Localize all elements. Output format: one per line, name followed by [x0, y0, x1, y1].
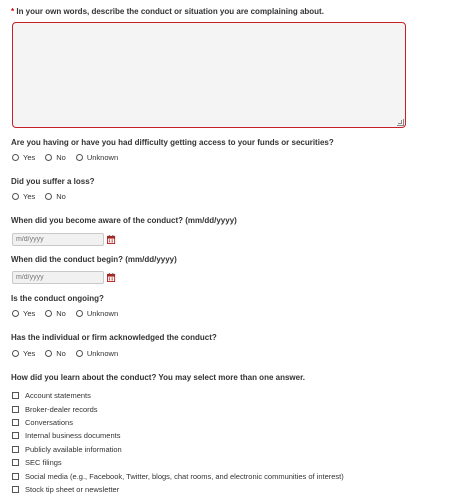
radio-icon[interactable]	[45, 350, 52, 357]
acknowledged-radio-no[interactable]: No	[45, 349, 66, 358]
ongoing-question-label: Is the conduct ongoing?	[11, 294, 104, 303]
ongoing-radio-yes[interactable]: Yes	[12, 309, 35, 318]
ongoing-radio-group	[12, 309, 128, 318]
radio-icon[interactable]	[45, 310, 52, 317]
loss-question-label: Did you suffer a loss?	[11, 177, 95, 186]
calendar-icon[interactable]	[107, 273, 116, 282]
checkbox-icon[interactable]	[12, 473, 19, 480]
checkbox-stock-tip-sheet[interactable]: Stock tip sheet or newsletter	[12, 483, 344, 496]
radio-icon[interactable]	[12, 193, 19, 200]
calendar-icon[interactable]	[107, 235, 116, 244]
acknowledged-radio-yes[interactable]: Yes	[12, 349, 35, 358]
required-marker: *	[11, 7, 15, 16]
checkbox-icon[interactable]	[12, 459, 19, 466]
checkbox-icon[interactable]	[12, 406, 19, 413]
checkbox-internal-business-documents[interactable]: Internal business documents	[12, 429, 344, 442]
resize-grip-icon[interactable]	[397, 119, 404, 126]
description-question-label: * In your own words, describe the conduct or situation you are complaining about.	[11, 7, 324, 16]
acknowledged-question-label: Has the individual or firm acknowledged the conduct?	[11, 333, 217, 342]
checkbox-account-statements[interactable]: Account statements	[12, 389, 344, 402]
checkbox-broker-dealer-records[interactable]: Broker-dealer records	[12, 402, 344, 415]
checkbox-sec-filings[interactable]: SEC filings	[12, 456, 344, 469]
checkbox-icon[interactable]	[12, 419, 19, 426]
loss-radio-yes[interactable]: Yes	[12, 192, 35, 201]
access-radio-no[interactable]: No	[45, 153, 66, 162]
aware-date-question-label: When did you become aware of the conduct? (mm/dd/yyyy)	[11, 216, 237, 225]
begin-date-input[interactable]	[12, 271, 104, 284]
aware-date-input[interactable]	[12, 233, 104, 246]
checkbox-conversations[interactable]: Conversations	[12, 416, 344, 429]
acknowledged-radio-group	[12, 349, 128, 358]
access-radio-unknown[interactable]: Unknown	[76, 153, 118, 162]
access-radio-yes[interactable]: Yes	[12, 153, 35, 162]
checkbox-icon[interactable]	[12, 446, 19, 453]
radio-icon[interactable]	[12, 310, 19, 317]
checkbox-icon[interactable]	[12, 432, 19, 439]
description-textarea[interactable]	[12, 22, 406, 128]
checkbox-icon[interactable]	[12, 486, 19, 493]
loss-radio-no[interactable]: No	[45, 192, 66, 201]
access-radio-group	[12, 153, 128, 162]
radio-icon[interactable]	[45, 193, 52, 200]
access-question-label: Are you having or have you had difficulty getting access to your funds or securities?	[11, 138, 334, 147]
radio-icon[interactable]	[76, 310, 83, 317]
checkbox-icon[interactable]	[12, 392, 19, 399]
loss-radio-group	[12, 192, 76, 201]
radio-icon[interactable]	[76, 350, 83, 357]
checkbox-publicly-available-information[interactable]: Publicly available information	[12, 443, 344, 456]
checkbox-social-media[interactable]: Social media (e.g., Facebook, Twitter, blogs, chat rooms, and electronic communities of interest)	[12, 469, 344, 482]
ongoing-radio-no[interactable]: No	[45, 309, 66, 318]
radio-icon[interactable]	[12, 350, 19, 357]
acknowledged-radio-unknown[interactable]: Unknown	[76, 349, 118, 358]
begin-date-question-label: When did the conduct begin? (mm/dd/yyyy)	[11, 255, 177, 264]
learn-checkbox-list	[12, 389, 344, 496]
radio-icon[interactable]	[12, 154, 19, 161]
ongoing-radio-unknown[interactable]: Unknown	[76, 309, 118, 318]
radio-icon[interactable]	[45, 154, 52, 161]
learn-question-label: How did you learn about the conduct? You may select more than one answer.	[11, 373, 305, 382]
radio-icon[interactable]	[76, 154, 83, 161]
